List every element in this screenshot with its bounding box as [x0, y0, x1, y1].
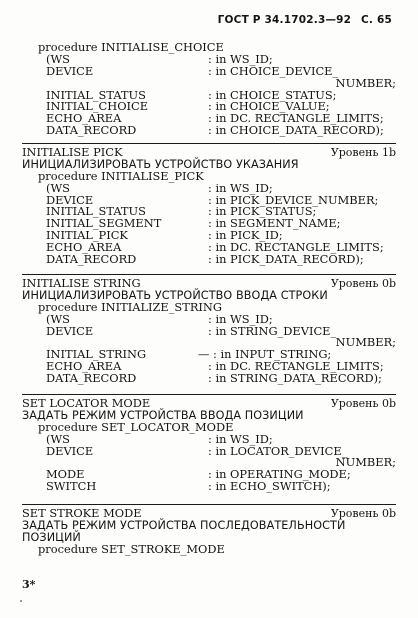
param-type: — : in INPUT_STRING; [198, 347, 332, 362]
param-name: (WS [46, 180, 70, 195]
procedure-heading: procedure SET_LOCATOR_MODE [38, 419, 234, 434]
param-type: : in PICK_DEVICE_NUMBER; [208, 192, 379, 207]
param-type: : in CHOICE_DATA_RECORD); [208, 123, 384, 138]
set-locator-mode-block [22, 398, 396, 493]
param-name: MODE [46, 467, 85, 482]
param-type: : in STRING_DEVICE_ [208, 323, 337, 338]
param-name: ECHO_AREA [46, 240, 122, 255]
initialise-pick-block [22, 147, 396, 266]
param-name: DEVICE [46, 323, 94, 338]
standard-number: ГОСТ Р 34.1702.3—92 [217, 14, 352, 26]
param-type: : in DC. RECTANGLE_LIMITS; [208, 359, 384, 374]
param-type: : in WS_ID; [208, 180, 273, 195]
param-type-continuation: NUMBER; [335, 335, 396, 350]
param-type: : in PICK_ID; [208, 228, 283, 243]
param-type-continuation: NUMBER; [335, 75, 396, 90]
scan-speck [20, 600, 22, 602]
section-title-ru: ЗАДАТЬ РЕЖИМ УСТРОЙСТВА ПОСЛЕДОВАТЕЛЬНОСТИ [22, 518, 346, 532]
param-type: : in DC. RECTANGLE_LIMITS; [208, 111, 384, 126]
initialise-choice-block [22, 42, 396, 137]
param-name: DATA_RECORD [46, 252, 137, 267]
param-type: : in OPERATING_MODE; [208, 467, 351, 482]
param-type: : in WS_ID; [208, 311, 273, 326]
param-type: : in STRING_DATA_RECORD); [208, 371, 382, 386]
param-type: : in LOCATOR_DEVICE_ [208, 443, 348, 458]
level-label: Уровень 0b [330, 397, 396, 410]
param-name: INITIAL_STATUS [46, 204, 146, 219]
param-type: : in WS_ID; [208, 431, 273, 446]
param-type: : in PICK_DATA_RECORD); [208, 252, 364, 267]
param-type: : in ECHO_SWITCH); [208, 479, 331, 494]
param-name: (WS [46, 311, 70, 326]
param-type: : in SEGMENT_NAME; [208, 216, 341, 231]
section-title: SET STROKE MODE [22, 506, 142, 520]
param-name: DEVICE [46, 443, 94, 458]
section-title-ru: ИНИЦИАЛИЗИРОВАТЬ УСТРОЙСТВО УКАЗАНИЯ [22, 157, 299, 171]
param-type: : in PICK_STATUS; [208, 204, 317, 219]
section-title: INITIALISE PICK [22, 145, 123, 159]
level-label: Уровень 0b [330, 507, 396, 520]
param-name: INITIAL_STRING [46, 347, 147, 362]
param-type: : in CHOICE_VALUE; [208, 99, 330, 114]
section-divider [22, 504, 396, 505]
procedure-heading: procedure SET_STROKE_MODE [38, 541, 225, 556]
param-name: DEVICE [46, 63, 94, 78]
section-title: SET LOCATOR MODE [22, 396, 151, 410]
param-name: INITIAL_SEGMENT [46, 216, 162, 231]
param-name: DATA_RECORD [46, 371, 137, 386]
param-name: (WS [46, 431, 70, 446]
param-name: (WS [46, 51, 70, 66]
param-name: ECHO_AREA [46, 359, 122, 374]
section-title: INITIALISE STRING [22, 276, 141, 290]
set-stroke-mode-block [22, 508, 396, 556]
param-name: INITIAL_PICK [46, 228, 128, 243]
param-name: ECHO_AREA [46, 111, 122, 126]
page-header [212, 14, 392, 26]
page-number: С. 65 [361, 14, 392, 26]
section-divider [22, 143, 396, 144]
initialise-string-block [22, 278, 396, 385]
level-label: Уровень 1b [330, 146, 396, 159]
param-name: DATA_RECORD [46, 123, 137, 138]
section-divider [22, 274, 396, 275]
procedure-heading: procedure INITIALISE_PICK [38, 168, 204, 183]
param-type: : in CHOICE_DEVICE_ [208, 63, 339, 78]
section-title-ru-continuation: ПОЗИЦИЙ [22, 530, 81, 544]
param-type: : in WS_ID; [208, 51, 273, 66]
level-label: Уровень 0b [330, 277, 396, 290]
param-name: SWITCH [46, 479, 97, 494]
param-name: INITIAL_CHOICE [46, 99, 149, 114]
param-type: : in CHOICE_STATUS; [208, 87, 337, 102]
signature-mark: 3* [22, 578, 36, 591]
procedure-heading: procedure INITIALIZE_STRING [38, 299, 222, 314]
param-name: DEVICE [46, 192, 94, 207]
procedure-heading: procedure INITIALISE_CHOICE [38, 40, 224, 54]
param-name: INITIAL_STATUS [46, 87, 146, 102]
param-type: : in DC. RECTANGLE_LIMITS; [208, 240, 384, 255]
param-type-continuation: NUMBER; [335, 455, 396, 470]
section-title-ru: ИНИЦИАЛИЗИРОВАТЬ УСТРОЙСТВО ВВОДА СТРОКИ [22, 288, 328, 302]
section-divider [22, 394, 396, 395]
section-title-ru: ЗАДАТЬ РЕЖИМ УСТРОЙСТВА ВВОДА ПОЗИЦИИ [22, 408, 304, 422]
